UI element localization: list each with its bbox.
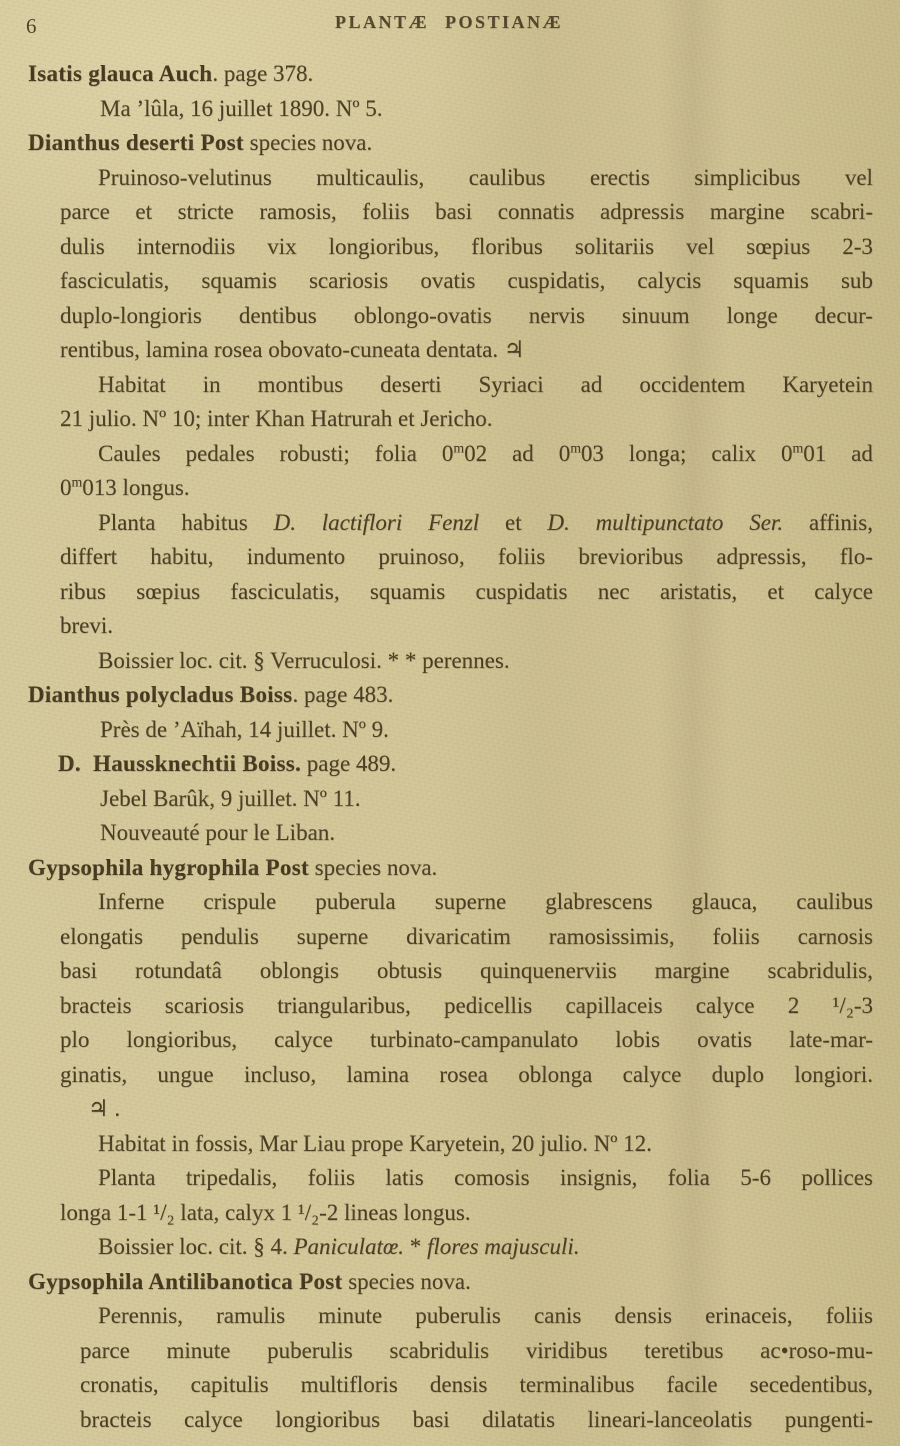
word: aristatis, [659, 578, 738, 604]
word: duplo-longioris [60, 302, 202, 328]
word: puberula [315, 889, 396, 914]
word: squamis [733, 268, 809, 293]
word: connatis [497, 199, 575, 224]
text-line [60, 195, 873, 230]
word: 0$^m$02 [441, 439, 488, 466]
word: lactiflori [321, 509, 403, 535]
word: sinuum [621, 302, 690, 328]
text-line [28, 678, 873, 713]
word: incluso, [243, 1061, 317, 1087]
word: nec [597, 578, 630, 604]
text-line [60, 989, 873, 1024]
text-segment: 013 longus. [82, 475, 190, 500]
word: et [135, 199, 152, 224]
word: pollices [801, 1165, 873, 1190]
word: scabridulis [389, 1337, 490, 1363]
word: Habitat [98, 371, 166, 397]
text-line [58, 747, 873, 782]
word: tripedalis, [185, 1165, 278, 1190]
word: cuspidatis [475, 578, 568, 604]
word: robusti; [279, 440, 350, 466]
word: plo [60, 1027, 90, 1052]
text-line [60, 333, 873, 368]
word: rotundatâ [134, 958, 222, 983]
word: glabrescens [545, 889, 653, 914]
word: carnosis [797, 923, 873, 949]
text-segment: Près de ’Aïhah, 14 juillet. Nº 9. [100, 716, 389, 742]
word: densis [429, 1372, 488, 1397]
word: comosis [454, 1165, 530, 1190]
word: caulibus [468, 164, 546, 190]
word: triangularibus, [277, 992, 411, 1018]
text-line [60, 230, 873, 265]
word: fasciculatis, [60, 268, 170, 293]
text-line [98, 161, 873, 196]
word: pedales [185, 440, 255, 466]
text-line [98, 1230, 873, 1265]
word: dentibus [238, 302, 317, 328]
text-segment: species nova. [342, 1268, 471, 1294]
word: Caules [98, 440, 161, 466]
word: habitus [181, 509, 248, 535]
word: minute [166, 1337, 231, 1363]
word: calycis [637, 268, 702, 293]
word: turbinato-campanulato [369, 1027, 579, 1052]
word: parce [80, 1337, 130, 1363]
text-line [100, 713, 873, 748]
text-segment: brevi. [60, 613, 114, 638]
word: nervis [528, 302, 585, 328]
word: margine [709, 199, 785, 224]
word: elongatis [60, 923, 144, 949]
word: stricte [177, 199, 234, 224]
word: 0$^m$03 [558, 439, 604, 466]
word: lineari-lanceolatis [587, 1406, 753, 1432]
word: parce [60, 199, 110, 224]
text-line [100, 816, 873, 851]
word: vel [686, 233, 715, 259]
word: lamina [346, 1061, 410, 1087]
word: ramulis [216, 1303, 286, 1328]
word: ad [512, 440, 534, 466]
text-segment: Isatis glauca Auch [28, 61, 213, 86]
word: folia [667, 1165, 710, 1190]
text-line [98, 506, 873, 541]
word: decur- [814, 302, 873, 328]
word: ad [851, 440, 873, 466]
text-line [60, 1196, 873, 1231]
word: longioribus, [126, 1027, 238, 1052]
word: vel [844, 164, 873, 190]
word: affinis, [808, 509, 873, 535]
word: D. [273, 509, 296, 535]
text-segment: Jebel Barûk, 9 juillet. Nº 11. [100, 785, 361, 811]
word: Planta [98, 509, 156, 535]
text-line [60, 954, 873, 989]
text-segment: species nova. [308, 854, 438, 880]
word: facile [666, 1372, 718, 1397]
word: foliis [497, 544, 546, 569]
word: secedentibus, [749, 1372, 873, 1397]
word: viridibus [525, 1337, 608, 1363]
text-line [28, 1265, 873, 1300]
word: puberulis [267, 1337, 353, 1363]
word: Fenzl [428, 509, 480, 535]
word: Ser. [749, 509, 784, 535]
word: teretibus [644, 1337, 724, 1363]
word: crispule [203, 889, 277, 914]
text-segment: page 489. [301, 751, 397, 776]
text-line [98, 885, 873, 920]
word: bracteis [60, 992, 132, 1018]
word: in [202, 371, 221, 397]
word: longa; [628, 440, 687, 466]
word: multicaulis, [316, 164, 425, 190]
word: et [505, 509, 522, 535]
text-segment: Paniculatœ. [293, 1234, 405, 1259]
word: cronatis, [80, 1372, 159, 1397]
word: squamis [369, 578, 446, 604]
word: puberulis [415, 1303, 501, 1328]
text-line [98, 1161, 873, 1196]
text-segment: D. Haussknechtii Boiss. [58, 751, 302, 776]
word: 2-3 [842, 233, 873, 259]
word: calyce [814, 578, 873, 604]
text-segment: Gypsophila Antilibanotica Post [28, 1268, 343, 1294]
text-segment: Ma ’lûla, 16 juillet 1890. Nº 5. [100, 95, 383, 121]
text-line [60, 1058, 873, 1093]
text-line [28, 57, 873, 92]
word: simplicibus [694, 164, 801, 190]
word: ad [580, 371, 603, 397]
word: margine [654, 958, 730, 983]
running-title: PLANTÆ POSTIANÆ [334, 12, 564, 32]
word: rosea [439, 1061, 488, 1087]
text-segment: flores majusculi. [427, 1234, 580, 1259]
text-segment: Nouveauté pour le Liban. [100, 820, 336, 845]
word: Planta [98, 1165, 156, 1190]
word: internodiis [136, 233, 236, 259]
text-line [28, 126, 873, 161]
text-segment: 21 julio. Nº 10; inter Khan Hatrurah et Jericho. [60, 406, 493, 431]
word: oblonga [518, 1061, 593, 1087]
text-segment: longa 1-1 ¹/₂ lata, calyx 1 ¹/₂-2 lineas longus. [60, 1199, 471, 1225]
word: montibus [257, 371, 344, 397]
text-line [80, 1403, 873, 1438]
word: multifloris [300, 1372, 398, 1397]
word: ovatis [420, 268, 476, 293]
word: squamis [201, 268, 277, 293]
word: adpressis [599, 199, 685, 224]
text-line [60, 264, 873, 299]
word: glauca, [691, 889, 758, 914]
word: brevioribus [578, 544, 684, 569]
text-line [80, 1334, 873, 1369]
word: calyce [274, 1027, 333, 1052]
word: ramosissimis, [548, 923, 675, 949]
word: 2 [787, 992, 800, 1018]
text-line [98, 1299, 873, 1334]
text-segment: 0 [60, 475, 72, 500]
word: duplo [711, 1061, 765, 1087]
text-line [60, 920, 873, 955]
word: floribus [471, 233, 543, 259]
word: 0$^m$01 [780, 439, 827, 466]
word: foliis [712, 923, 760, 949]
word: Perennis, [98, 1303, 183, 1328]
word: pendulis [180, 923, 259, 949]
word: Inferne [98, 889, 165, 914]
text-line [88, 1092, 873, 1127]
word: superne [434, 889, 507, 914]
word: dilatatis [482, 1406, 555, 1432]
word: erectis [589, 164, 650, 190]
page-header [26, 12, 872, 42]
word: oblongis [259, 958, 339, 983]
text-line [98, 1127, 873, 1162]
word: terminalibus [519, 1372, 635, 1397]
word: obtusis [376, 958, 443, 983]
word: Karyetein [782, 371, 873, 397]
text-line [98, 644, 873, 679]
word: calyce [184, 1406, 243, 1432]
text-segment: Dianthus polycladus Boiss [28, 682, 293, 707]
text-line [98, 368, 873, 403]
text-segment: Dianthus deserti Post [28, 130, 244, 155]
word: quinquenerviis [480, 958, 617, 983]
word: erinaceis, [705, 1303, 793, 1328]
word: pungenti- [784, 1406, 873, 1432]
word: basi [412, 1406, 450, 1432]
page-number: 6 [26, 14, 37, 38]
text-segment: . page 378. [212, 61, 314, 86]
text-segment: Boissier loc. cit. § Verruculosi. * * perennes. [98, 647, 510, 673]
text-segment: . page 483. [292, 682, 394, 707]
word: sœpius [746, 233, 811, 259]
word: scariosis [308, 268, 389, 293]
word: calix [711, 440, 757, 466]
text-line [60, 609, 873, 644]
word: D. [547, 509, 570, 535]
word: vix [267, 233, 297, 259]
word: Pruinoso-velutinus [98, 164, 272, 190]
word: longioribus, [328, 233, 440, 259]
word: foliis [362, 199, 410, 224]
text-segment: Habitat in fossis, Mar Liau prope Karyetein, 20 julio. Nº 12. [98, 1130, 652, 1156]
word: dulis [60, 233, 105, 259]
text-line [100, 782, 873, 817]
word: flo- [839, 544, 873, 569]
word: multipunctato [595, 509, 724, 535]
word: fasciculatis, [230, 578, 340, 604]
text-line [28, 851, 873, 886]
word: minute [318, 1303, 383, 1328]
word: calyce [695, 992, 755, 1018]
text-segment: m [71, 474, 83, 490]
text-segment: ♃ . [88, 1096, 121, 1121]
word: oblongo-ovatis [353, 302, 492, 328]
word: pruinoso, [378, 544, 465, 569]
word: longe [726, 302, 778, 328]
word: cuspidatis, [507, 268, 606, 293]
word: capillaceis [565, 992, 663, 1018]
word: longiori. [794, 1061, 873, 1087]
word: longioribus [275, 1406, 381, 1432]
word: scabri- [810, 199, 873, 224]
word: 5-6 [740, 1165, 771, 1190]
word: indumento [246, 544, 346, 569]
text-line [60, 299, 873, 334]
word: bracteis [80, 1406, 152, 1432]
text-segment: * [404, 1234, 428, 1259]
text-line [60, 471, 873, 506]
word: ¹/₂-3 [832, 992, 873, 1018]
text-line [80, 1368, 873, 1403]
word: deserti [380, 371, 442, 397]
word: ribus [60, 578, 106, 604]
word: latis [385, 1165, 424, 1190]
text-line [98, 437, 873, 472]
text-line [60, 540, 873, 575]
text-segment: rentibus, lamina rosea obovato-cuneata dentata. ♃ [60, 337, 525, 362]
word: basi [435, 199, 473, 224]
word: Syriaci [478, 371, 544, 397]
word: solitariis [574, 233, 655, 259]
word: folia [374, 440, 417, 466]
word: scabridulis, [767, 958, 873, 983]
word: occidentem [639, 371, 746, 397]
word: habitu, [150, 544, 214, 569]
word: ramosis, [259, 199, 337, 224]
text-line [60, 575, 873, 610]
word: et [767, 578, 784, 604]
word: ginatis, [60, 1061, 128, 1087]
word: caulibus [796, 889, 873, 914]
word: differt [60, 544, 118, 569]
word: densis [614, 1303, 672, 1328]
word: insignis, [559, 1165, 638, 1190]
word: calyce [622, 1061, 682, 1087]
word: ungue [157, 1061, 214, 1087]
word: ac•roso-mu- [760, 1337, 873, 1363]
text-segment: Boissier loc. cit. § 4. [98, 1234, 294, 1259]
text-line [100, 92, 873, 127]
word: foliis [825, 1303, 873, 1328]
text-segment: species nova. [243, 130, 373, 155]
word: pedicellis [444, 992, 533, 1018]
word: canis [534, 1303, 582, 1328]
page-text [28, 57, 873, 1437]
word: late-mar- [789, 1027, 873, 1052]
word: divaricatim [406, 923, 511, 949]
word: ovatis [697, 1027, 753, 1052]
word: lobis [615, 1027, 660, 1052]
word: foliis [307, 1165, 355, 1190]
word: capitulis [190, 1372, 269, 1397]
word: sub [840, 268, 873, 293]
text-line [60, 1023, 873, 1058]
text-segment: Gypsophila hygrophila Post [28, 854, 309, 880]
text-line [60, 402, 873, 437]
word: adpressis, [716, 544, 807, 569]
word: sœpius [136, 578, 201, 604]
word: superne [296, 923, 369, 949]
word: basi [60, 958, 98, 983]
word: scariosis [164, 992, 244, 1018]
